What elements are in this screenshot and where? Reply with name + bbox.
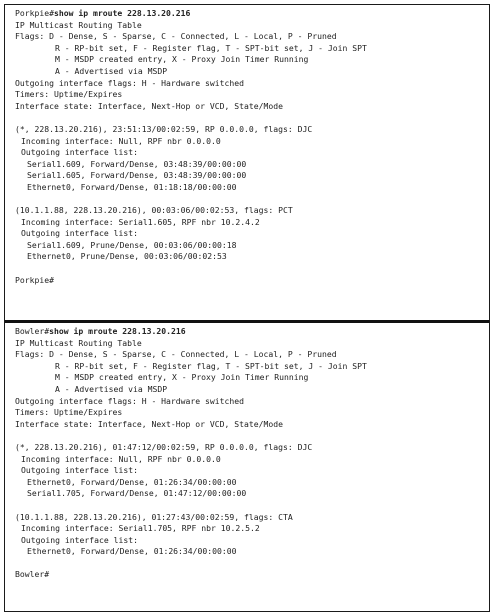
outgoing-interface-line: Ethernet0, Forward/Dense, 01:26:34/00:00:00	[27, 476, 237, 487]
incoming-interface-line: Incoming interface: Null, RPF nbr 0.0.0.0	[21, 453, 221, 464]
command-text: show ip mroute 228.13.20.216	[53, 8, 191, 18]
terminal-output-frame	[4, 4, 490, 612]
command-line	[15, 8, 483, 20]
outgoing-list-label: Outgoing interface list:	[21, 228, 138, 239]
timers-line: Timers: Uptime/Expires	[15, 407, 123, 418]
incoming-interface-line: Incoming interface: Null, RPF nbr 0.0.0.0	[21, 135, 221, 146]
flags-line: R - RP-bit set, F - Register flag, T - SPT-bit set, J - Join SPT	[55, 42, 367, 53]
flags-line: A - Advertised via MSDP	[55, 65, 168, 76]
flags-line: R - RP-bit set, F - Register flag, T - SPT-bit set, J - Join SPT	[55, 360, 367, 371]
section-divider	[5, 320, 489, 323]
incoming-interface-line: Incoming interface: Serial1.705, RPF nbr 10.2.5.2	[21, 523, 260, 534]
outgoing-flags-line: Outgoing interface flags: H - Hardware switched	[15, 395, 245, 406]
porkpie-output	[15, 8, 483, 286]
command-line	[15, 326, 483, 338]
flags-line: M - MSDP created entry, X - Proxy Join Timer Running	[55, 372, 309, 383]
outgoing-flags-line: Outgoing interface flags: H - Hardware switched	[15, 77, 245, 88]
table-title: IP Multicast Routing Table	[15, 19, 142, 30]
timers-line: Timers: Uptime/Expires	[15, 89, 123, 100]
end-prompt: Porkpie#	[15, 274, 54, 285]
outgoing-interface-line: Ethernet0, Forward/Dense, 01:26:34/00:00:00	[27, 546, 237, 557]
route-entry-header: (*, 228.13.20.216), 23:51:13/00:02:59, RP 0.0.0.0, flags: DJC	[15, 123, 313, 134]
outgoing-interface-line: Serial1.605, Forward/Dense, 03:48:39/00:00:00	[27, 170, 247, 181]
route-entry-header: (10.1.1.88, 228.13.20.216), 00:03:06/00:02:53, flags: PCT	[15, 205, 293, 216]
flags-line: M - MSDP created entry, X - Proxy Join Timer Running	[55, 54, 309, 65]
interface-state-line: Interface state: Interface, Next-Hop or VCD, State/Mode	[15, 100, 284, 111]
incoming-interface-line: Incoming interface: Serial1.605, RPF nbr 10.2.4.2	[21, 216, 260, 227]
outgoing-list-label: Outgoing interface list:	[21, 147, 138, 158]
outgoing-interface-line: Serial1.609, Forward/Dense, 03:48:39/00:00:00	[27, 158, 247, 169]
outgoing-list-label: Outgoing interface list:	[21, 534, 138, 545]
interface-state-line: Interface state: Interface, Next-Hop or VCD, State/Mode	[15, 418, 284, 429]
route-entry-header: (*, 228.13.20.216), 01:47:12/00:02:59, RP 0.0.0.0, flags: DJC	[15, 441, 313, 452]
command-prompt: Porkpie#	[15, 8, 54, 18]
end-prompt: Bowler#	[15, 569, 50, 580]
bowler-output	[15, 326, 483, 581]
table-title: IP Multicast Routing Table	[15, 337, 142, 348]
command-prompt: Bowler#	[15, 326, 50, 336]
outgoing-interface-line: Ethernet0, Forward/Dense, 01:18:18/00:00:00	[27, 181, 237, 192]
flags-line: Flags: D - Dense, S - Sparse, C - Connected, L - Local, P - Pruned	[15, 31, 337, 42]
flags-line: A - Advertised via MSDP	[55, 383, 168, 394]
outgoing-interface-line: Serial1.705, Forward/Dense, 01:47:12/00:00:00	[27, 488, 247, 499]
route-entry-header: (10.1.1.88, 228.13.20.216), 01:27:43/00:02:59, flags: CTA	[15, 511, 293, 522]
flags-line: Flags: D - Dense, S - Sparse, C - Connected, L - Local, P - Pruned	[15, 349, 337, 360]
outgoing-interface-line: Ethernet0, Prune/Dense, 00:03:06/00:02:53	[27, 251, 227, 262]
command-text: show ip mroute 228.13.20.216	[49, 326, 186, 336]
outgoing-list-label: Outgoing interface list:	[21, 465, 138, 476]
outgoing-interface-line: Serial1.609, Prune/Dense, 00:03:06/00:00:18	[27, 239, 237, 250]
